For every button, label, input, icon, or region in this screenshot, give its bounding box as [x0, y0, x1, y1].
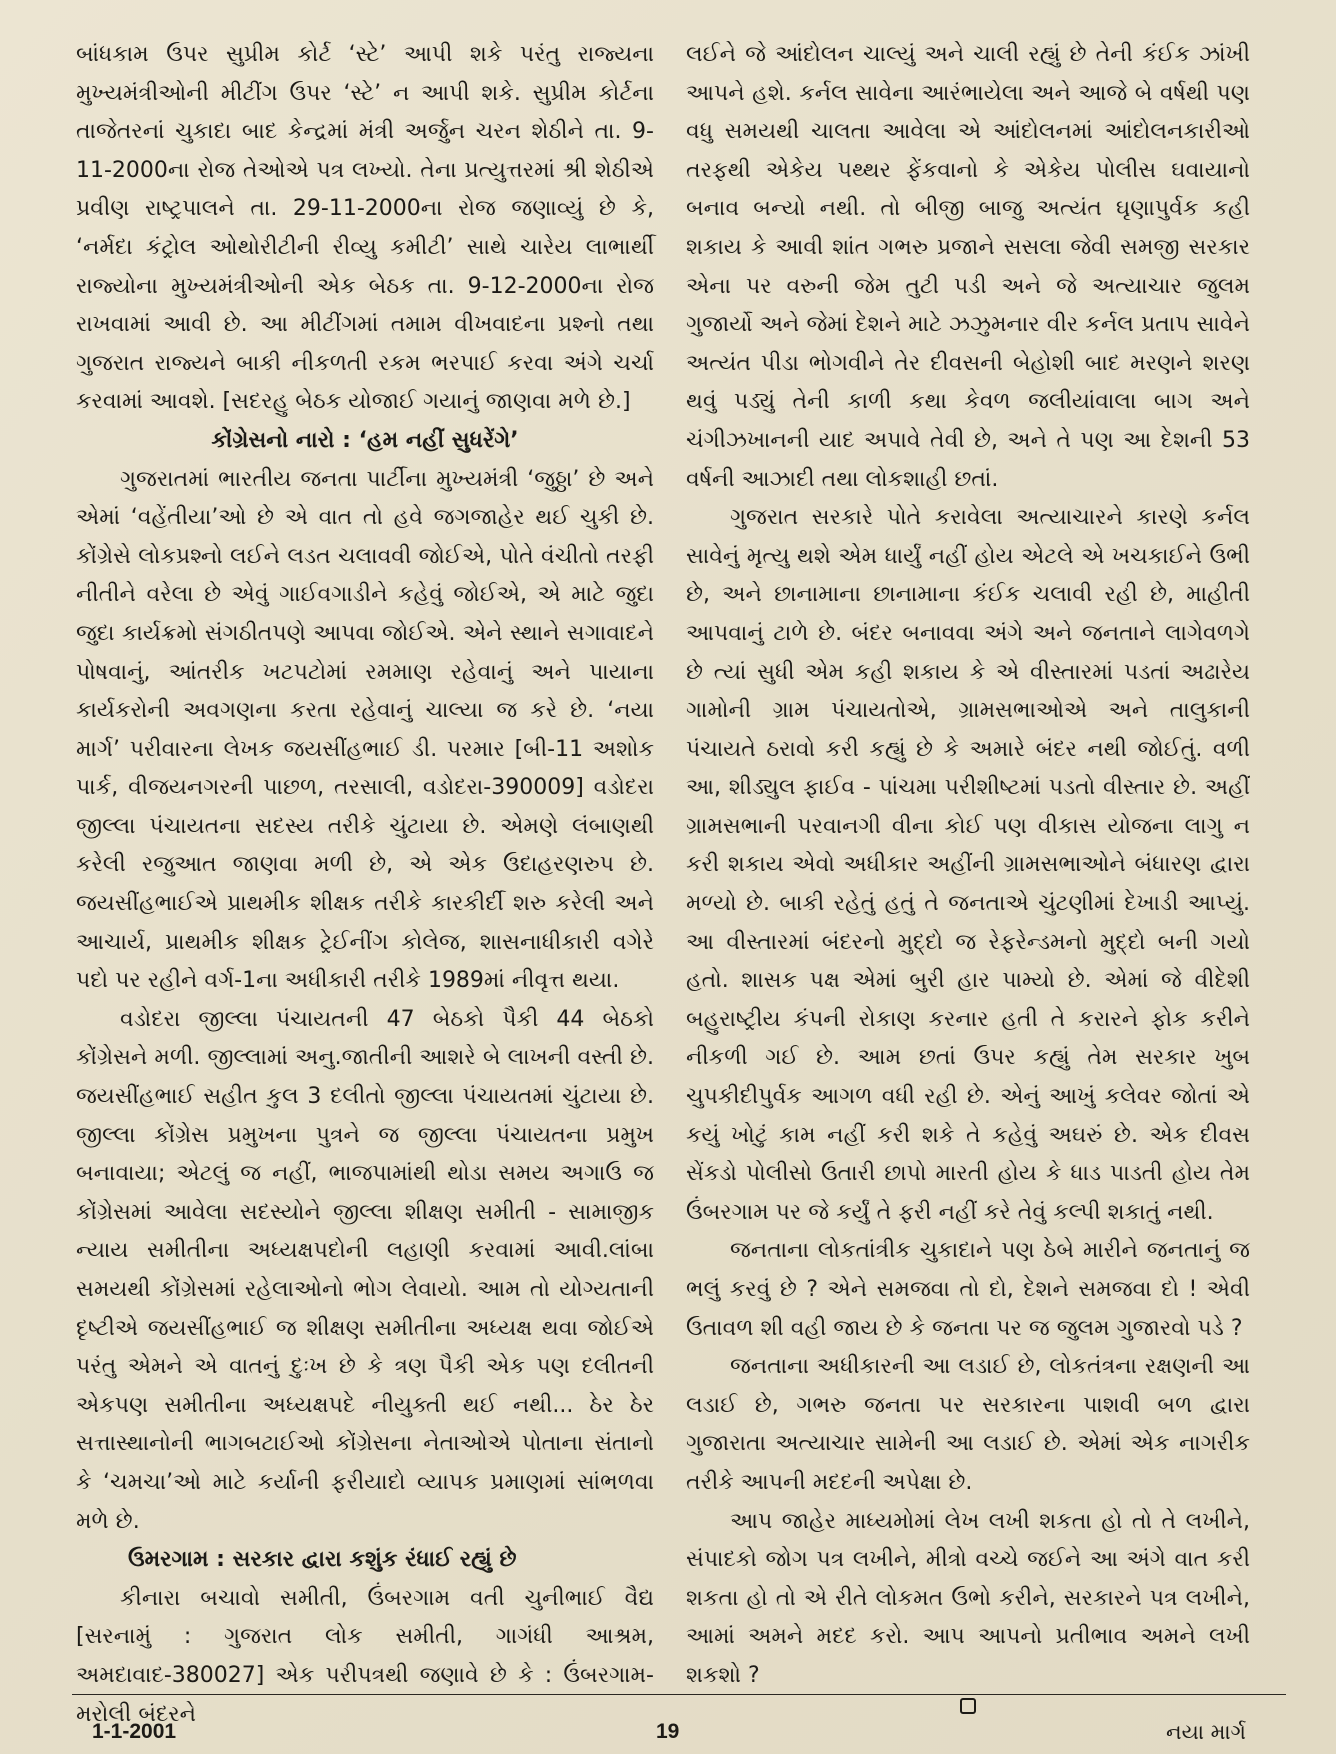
paragraph: ગુજરાત સરકારે પોતે કરાવેલા અત્યાચારને કારણે કર્નલ સાવેનું મૃત્યુ થશે એમ ધાર્યું નહીં હોય એટલે એ ખચકાઈને ઉભી છે, અને છાનામાના છાનામાના કંઈક ચલાવી રહી છે, માહીતી આપવાનું ટાળે છે. બંદર બનાવવા અંગે અને જનતાને લાગેવળગે છે ત્યાં સુધી એમ કહી શકાય કે એ વીસ્તારમાં પડતાં અઢારેય ગામોની ગ્રામ પંચાયતોએ, ગ્રામસભાઓએ અને તાલુકાની પંચાયતે ઠરાવો કરી કહ્યું છે કે અમારે બંદર નથી જોઈતું. વળી આ, શીડ્યુલ ફાઈવ - પાંચમા પરીશીષ્ટમાં પડતો વીસ્તાર છે. અહીં ગ્રામસભાની પરવાનગી વીના કોઈ પણ વીકાસ યોજના લાગુ ન કરી શકાય એવો અધીકાર અહીંની ગ્રામસભાઓને બંધારણ દ્વારા મળ્યો છે. બાકી રહેતું હતું તે જનતાએ ચુંટણીમાં દેખાડી આપ્યું. આ વીસ્તારમાં બંદરનો મુદ્દો જ રેફરેન્ડમનો મુદ્દો બની ગયો હતો. શાસક પક્ષ એમાં બુરી હાર પામ્યો છે. એમાં જે વીદેશી બહુરાષ્ટ્રીય કંપની રોકાણ કરનાર હતી તે કરારને ફોક કરીને નીકળી ગઈ છે. આમ છતાં ઉપર કહ્યું તેમ સરકાર ખુબ ચુપકીદીપુર્વક આગળ વધી રહી છે. એનું આખું કલેવર જોતાં એ કયું ખોટું કામ નહીં કરી શકે તે કહેવું અઘરું છે. એક દીવસ સેંકડો પોલીસો ઉતારી છાપો મારતી હોય કે ધાડ પાડતી હોય તેમ ઉંબરગામ પર જે કર્યું તે ફરી નહીં કરે તેવું કલ્પી શકાતું નથી.	[686, 505, 1250, 1225]
right-column	[686, 36, 1250, 1714]
footer-divider	[72, 1694, 1286, 1695]
paragraph: લઈને જે આંદોલન ચાલ્યું અને ચાલી રહ્યું છે તેની કંઈક ઝાંખી આપને હશે. કર્નલ સાવેના આરંભાયેલા અને આજે બે વર્ષથી પણ વધુ સમયથી ચાલતા આવેલા એ આંદોલનમાં આંદોલનકારીઓ તરફથી એકેય પથ્થર ફેંકવાનો કે એકેય પોલીસ ઘવાયાનો બનાવ બન્યો નથી. તો બીજી બાજુ અત્યંત ઘૃણાપુર્વક કહી શકાય કે આવી શાંત ગભરુ પ્રજાને સસલા જેવી સમજી સરકાર એના પર વરુની જેમ તુટી પડી અને જે અત્યાચાર જુલમ ગુજાર્યો અને જેમાં દેશને માટે ઝઝુમનાર વીર કર્નલ પ્રતાપ સાવેને અત્યંત પીડા ભોગવીને તેર દીવસની બેહોશી બાદ મરણને શરણ થવું પડ્યું તેની કાળી કથા કેવળ જલીયાંવાલા બાગ અને ચંગીઝખાનની યાદ અપાવે તેવી છે, અને તે પણ આ દેશની 53 વર્ષની આઝાદી તથા લોકશાહી છતાં.	[686, 42, 1250, 492]
paragraph: ગુજરાતમાં ભારતીય જનતા પાર્ટીના મુખ્યમંત્રી ‘જુઠ્ઠા’ છે અને એમાં ‘વહેંતીયા’ઓ છે એ વાત તો હવે જગજાહેર થઈ ચુકી છે. કોંગ્રેસે લોકપ્રશ્નો લઈને લડત ચલાવવી જોઈએ, પોતે વંચીતો તરફી નીતીને વરેલા છે એવું ગાઈવગાડીને કહેવું જોઈએ, એ માટે જુદા જુદા કાર્યક્રમો સંગઠીતપણે આપવા જોઈએ. એને સ્થાને સગાવાદને પોષવાનું, આંતરીક ખટપટોમાં રમમાણ રહેવાનું અને પાયાના કાર્યકરોની અવગણના કરતા રહેવાનું ચાલ્યા જ કરે છે. ‘નયા માર્ગ’ પરીવારના લેખક જયસીંહભાઈ ડી. પરમાર [બી-11 અશોક પાર્ક, વીજયનગરની પાછળ, તરસાલી, વડોદરા-390009] વડોદરા જીલ્લા પંચાયતના સદસ્ય તરીકે ચુંટાયા છે. એમણે લંબાણથી કરેલી રજુઆત જાણવા મળી છે, એ એક ઉદાહરણરુપ છે. જયસીંહભાઈએ પ્રાથમીક શીક્ષક તરીકે કારકીર્દી શરુ કરેલી અને આચાર્ય, પ્રાથમીક શીક્ષક ટ્રેઈનીંગ કોલેજ, શાસનાધીકારી વગેરે પદો પર રહીને વર્ગ-1ના અધીકારી તરીકે 1989માં નીવૃત્ત થયા.	[76, 466, 654, 994]
issue-date: 1-1-2001	[92, 1720, 177, 1743]
page-number: 19	[656, 1720, 680, 1743]
section-heading-congress: કોંગ્રેસનો નારો : ‘હમ નહીં સુધરેંગે’	[211, 427, 519, 453]
magazine-name: નયા માર્ગ	[1166, 1720, 1246, 1744]
paragraph: જનતાના લોકતાંત્રીક ચુકાદાને પણ ઠેબે મારીને જનતાનું જ ભલું કરવું છે ? એને સમજવા તો દો, દેશને સમજવા દો ! એવી ઉતાવળ શી વહી જાય છે કે જનતા પર જ જુલમ ગુજારવો પડે ?	[686, 1238, 1250, 1341]
end-of-article-icon	[960, 1698, 976, 1714]
paragraph: આપ જાહેર માધ્યમોમાં લેખ લખી શકતા હો તો તે લખીને, સંપાદકો જોગ પત્ર લખીને, મીત્રો વચ્ચે જઈને આ અંગે વાત કરી શકતા હો તો એ રીતે લોકમત ઉભો કરીને, સરકારને પત્ર લખીને, આમાં અમને મદદ કરો. આપ આપનો પ્રતીભાવ અમને લખી શકશો ?	[686, 1508, 1250, 1688]
section-heading-umargam: ઉમરગામ : સરકાર દ્વારા કશુંક રંધાઈ રહ્યું છે	[128, 1547, 517, 1573]
paragraph: કીનારા બચાવો સમીતી, ઉંબરગામ વતી ચુનીભાઈ વૈદ્ય [સરનામું : ગુજરાત લોક સમીતી, ગાગંધી આશ્રમ, અમદાવાદ-380027] એક પરીપત્રથી જણાવે છે કે : ઉંબરગામ-મરોલી બંદરને	[76, 1585, 654, 1727]
paragraph: બાંધકામ ઉપર સુપ્રીમ કોર્ટ ‘સ્ટે’ આપી શકે પરંતુ રાજ્યના મુખ્યમંત્રીઓની મીટીંગ ઉપર ‘સ્ટે’ ન આપી શકે. સુપ્રીમ કોર્ટના તાજેતરનાં ચુકાદા બાદ કેન્દ્રમાં મંત્રી અર્જુન ચરન શેઠીને તા. 9-11-2000ના રોજ તેઓએ પત્ર લખ્યો. તેના પ્રત્યુત્તરમાં શ્રી શેઠીએ પ્રવીણ રાષ્ટ્રપાલને તા. 29-11-2000ના રોજ જણાવ્યું છે કે, ‘નર્મદા કંટ્રોલ ઓથોરીટીની રીવ્યુ કમીટી’ સાથે ચારેય લાભાર્થી રાજ્યોના મુખ્યમંત્રીઓની એક બેઠક તા. 9-12-2000ના રોજ રાખવામાં આવી છે. આ મીટીંગમાં તમામ વીખવાદના પ્રશ્નો તથા ગુજરાત રાજ્યને બાકી નીકળતી રકમ ભરપાઈ કરવા અંગે ચર્ચા કરવામાં આવશે. [સદરહુ બેઠક યોજાઈ ગયાનું જાણવા મળે છે.]	[76, 42, 654, 415]
paragraph: વડોદરા જીલ્લા પંચાયતની 47 બેઠકો પૈકી 44 બેઠકો કોંગ્રેસને મળી. જીલ્લામાં અનુ.જાતીની આશરે બે લાખની વસ્તી છે. જયસીંહભાઈ સહીત કુલ 3 દલીતો જીલ્લા પંચાયતમાં ચુંટાયા છે. જીલ્લા કોંગ્રેસ પ્રમુખના પુત્રને જ જીલ્લા પંચાયતના પ્રમુખ બનાવાયા; એટલું જ નહીં, ભાજપામાંથી થોડા સમય અગાઉ જ કોંગ્રેસમાં આવેલા સદસ્યોને જીલ્લા શીક્ષણ સમીતી - સામાજીક ન્યાય સમીતીના અધ્યક્ષપદોની લહાણી કરવામાં આવી.લાંબા સમયથી કોંગ્રેસમાં રહેલાઓનો ભોગ લેવાયો. આમ તો યોગ્યતાની દૃષ્ટીએ જયસીંહભાઈ જ શીક્ષણ સમીતીના અધ્યક્ષ થવા જોઈએ પરંતુ એમને એ વાતનું દુઃખ છે કે ત્રણ પૈકી એક પણ દલીતની એકપણ સમીતીના અધ્યક્ષપદે નીયુક્તી થઈ નથી... ઠેર ઠેર સત્તાસ્થાનોની ભાગબટાઈઓ કોંગ્રેસના નેતાઓએ પોતાના સંતાનો કે ‘ચમચા’ઓ માટે કર્યાની ફરીયાદો વ્યાપક પ્રમાણમાં સાંભળવા મળે છે.	[76, 1006, 654, 1534]
left-column	[76, 36, 654, 1734]
paragraph: જનતાના અધીકારની આ લડાઈ છે, લોકતંત્રના રક્ષણની આ લડાઈ છે, ગભરુ જનતા પર સરકારના પાશવી બળ દ્વારા ગુજારાતા અત્યાચાર સામેની આ લડાઈ છે. એમાં એક નાગરીક તરીકે આપની મદદની અપેક્ષા છે.	[686, 1354, 1250, 1495]
